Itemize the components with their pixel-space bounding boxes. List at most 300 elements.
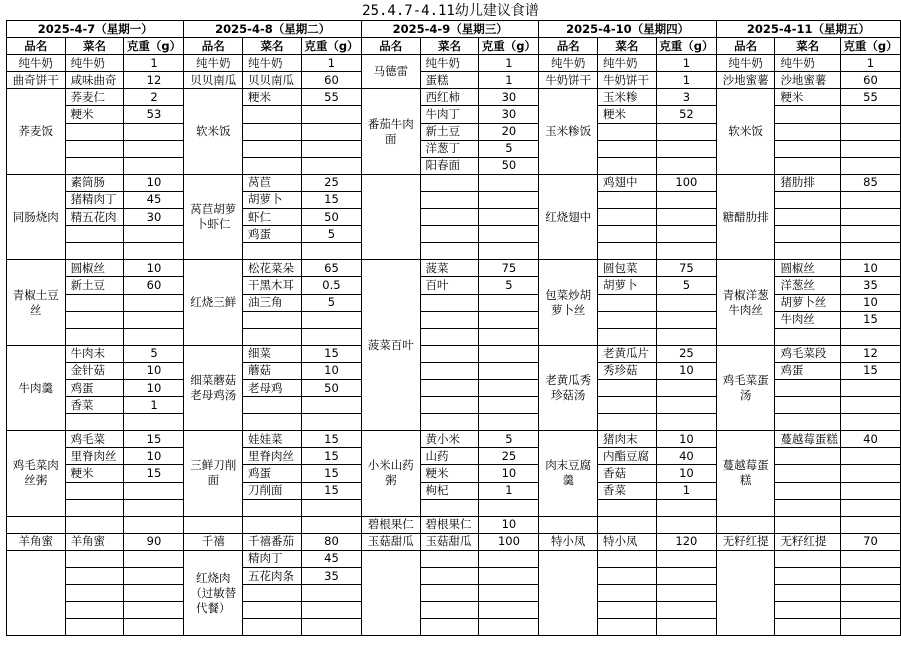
ingredient-name: 蔓越莓蛋糕 <box>775 431 841 448</box>
ingredient-weight <box>301 414 361 431</box>
ingredient-weight <box>656 619 716 636</box>
ingredient-weight: 30 <box>479 106 539 123</box>
ingredient-weight: 1 <box>656 482 716 499</box>
ingredient-name: 圆椒丝 <box>775 260 841 277</box>
ingredient-weight <box>301 106 361 123</box>
ingredient-weight <box>124 550 184 567</box>
ingredient-name <box>243 140 302 157</box>
ingredient-name <box>597 191 656 208</box>
ingredient-weight <box>656 243 716 260</box>
dish-name: 马德雷 <box>361 55 420 89</box>
ingredient-weight <box>656 602 716 619</box>
weight-column-header: 克重（g） <box>479 38 539 55</box>
ingredient-name: 胡萝卜丝 <box>775 294 841 311</box>
ingredient-name <box>597 516 656 533</box>
ingredient-weight <box>301 123 361 140</box>
ingredient-weight: 10 <box>124 448 184 465</box>
ingredient-weight <box>124 311 184 328</box>
ingredient-weight: 1 <box>124 397 184 414</box>
dish-name: 玉菇甜瓜 <box>361 533 420 550</box>
dish-column-header: 品名 <box>539 38 598 55</box>
ingredient-weight <box>840 550 900 567</box>
dish-name: 青椒土豆丝 <box>7 260 66 345</box>
date-row <box>7 21 901 38</box>
ingredient-weight <box>479 568 539 585</box>
ingredient-weight: 100 <box>656 174 716 191</box>
ingredient-weight <box>301 140 361 157</box>
ingredient-name: 粳米 <box>65 465 124 482</box>
ingredient-weight <box>840 123 900 140</box>
ingredient-weight: 10 <box>656 362 716 379</box>
dish-name: 鸡毛菜蛋汤 <box>716 345 775 430</box>
ingredient-weight <box>840 585 900 602</box>
ingredient-weight: 10 <box>840 260 900 277</box>
ingredient-weight <box>840 379 900 396</box>
ingredient-name: 羊角蜜 <box>65 533 124 550</box>
ingredient-weight <box>840 328 900 345</box>
ingredient-weight: 55 <box>840 89 900 106</box>
ingredient-weight: 1 <box>301 55 361 72</box>
ingredient-name <box>597 619 656 636</box>
ingredient-weight: 10 <box>124 379 184 396</box>
ingredient-name <box>420 226 479 243</box>
ingredient-weight <box>840 568 900 585</box>
ingredient-weight <box>656 499 716 516</box>
ingredient-name <box>775 499 841 516</box>
ingredient-weight <box>840 397 900 414</box>
ingredient-name <box>775 209 841 226</box>
ingredient-weight <box>656 294 716 311</box>
ingredient-weight: 10 <box>479 516 539 533</box>
ingredient-name: 素筒肠 <box>65 174 124 191</box>
ingredient-name: 纯牛奶 <box>597 55 656 72</box>
dish-name: 细菜蘑菇老母鸡汤 <box>184 345 243 430</box>
ingredient-weight: 40 <box>656 448 716 465</box>
dish-name: 小米山药粥 <box>361 431 420 516</box>
ingredient-weight <box>124 568 184 585</box>
ingredient-weight <box>479 191 539 208</box>
ingredient-name: 猪肉末 <box>597 431 656 448</box>
ingredient-weight: 35 <box>840 277 900 294</box>
ingredient-weight <box>656 516 716 533</box>
ingredient-weight: 20 <box>479 123 539 140</box>
ingredient-name: 沙地蜜薯 <box>775 72 841 89</box>
ingredient-name: 牛肉末 <box>65 345 124 362</box>
table-row <box>7 431 901 448</box>
ingredient-weight <box>656 328 716 345</box>
dish-name: 纯牛奶 <box>7 55 66 72</box>
ingredient-weight <box>656 140 716 157</box>
table-row <box>7 550 901 567</box>
ingredient-weight <box>124 619 184 636</box>
ingredient-name: 纯牛奶 <box>775 55 841 72</box>
ingredient-name: 圆椒丝 <box>65 260 124 277</box>
ingredient-name <box>420 379 479 396</box>
ingredient-name <box>420 602 479 619</box>
day-date-header: 2025-4-7（星期一） <box>7 21 184 38</box>
ingredient-column-header: 菜名 <box>775 38 841 55</box>
ingredient-weight: 5 <box>479 431 539 448</box>
ingredient-name: 蛋糕 <box>420 72 479 89</box>
ingredient-name: 胡萝卜 <box>597 277 656 294</box>
ingredient-name <box>420 328 479 345</box>
ingredient-name <box>597 243 656 260</box>
ingredient-weight <box>656 568 716 585</box>
day-date-header: 2025-4-9（星期三） <box>361 21 538 38</box>
ingredient-weight <box>301 585 361 602</box>
ingredient-weight <box>479 209 539 226</box>
ingredient-name: 玉菇甜瓜 <box>420 533 479 550</box>
weight-column-header: 克重（g） <box>840 38 900 55</box>
ingredient-name: 娃娃菜 <box>243 431 302 448</box>
ingredient-name <box>65 516 124 533</box>
dish-name: 包菜炒胡萝卜丝 <box>539 260 598 345</box>
ingredient-name: 山药 <box>420 448 479 465</box>
dish-name: 玉米糁饭 <box>539 89 598 174</box>
dish-name: 羊角蜜 <box>7 533 66 550</box>
ingredient-weight: 60 <box>124 277 184 294</box>
ingredient-weight: 10 <box>124 260 184 277</box>
ingredient-name: 鸡翅中 <box>597 174 656 191</box>
ingredient-weight: 10 <box>124 174 184 191</box>
ingredient-weight <box>301 499 361 516</box>
ingredient-weight: 5 <box>301 294 361 311</box>
ingredient-weight <box>656 157 716 174</box>
ingredient-name: 西红柿 <box>420 89 479 106</box>
ingredient-weight <box>840 191 900 208</box>
ingredient-weight: 0.5 <box>301 277 361 294</box>
ingredient-name: 枸杞 <box>420 482 479 499</box>
ingredient-name <box>775 465 841 482</box>
ingredient-weight <box>479 243 539 260</box>
ingredient-name <box>65 585 124 602</box>
ingredient-weight: 1 <box>840 55 900 72</box>
ingredient-weight <box>479 397 539 414</box>
ingredient-weight: 15 <box>840 311 900 328</box>
ingredient-name <box>420 345 479 362</box>
ingredient-weight <box>840 209 900 226</box>
ingredient-name <box>597 602 656 619</box>
ingredient-name: 黄小米 <box>420 431 479 448</box>
ingredient-weight: 60 <box>840 72 900 89</box>
ingredient-name <box>65 602 124 619</box>
ingredient-name: 菠菜 <box>420 260 479 277</box>
ingredient-weight: 25 <box>301 174 361 191</box>
ingredient-name: 无籽红提 <box>775 533 841 550</box>
ingredient-weight <box>656 585 716 602</box>
ingredient-weight: 5 <box>479 140 539 157</box>
ingredient-weight <box>479 379 539 396</box>
ingredient-name: 猪精肉丁 <box>65 191 124 208</box>
ingredient-weight <box>124 140 184 157</box>
ingredient-name: 细菜 <box>243 345 302 362</box>
weight-column-header: 克重（g） <box>656 38 716 55</box>
ingredient-weight: 15 <box>301 448 361 465</box>
ingredient-weight: 53 <box>124 106 184 123</box>
ingredient-weight: 75 <box>656 260 716 277</box>
ingredient-name: 粳米 <box>775 89 841 106</box>
ingredient-name: 粳米 <box>65 106 124 123</box>
ingredient-name <box>243 243 302 260</box>
ingredient-name <box>243 499 302 516</box>
dish-name: 软米饭 <box>184 89 243 174</box>
ingredient-weight: 1 <box>479 72 539 89</box>
ingredient-weight <box>479 226 539 243</box>
ingredient-weight: 15 <box>301 465 361 482</box>
ingredient-name: 松花菜朵 <box>243 260 302 277</box>
ingredient-name: 里脊肉丝 <box>65 448 124 465</box>
ingredient-name <box>243 397 302 414</box>
dish-name: 千禧 <box>184 533 243 550</box>
ingredient-name <box>775 397 841 414</box>
menu-table <box>6 20 901 636</box>
ingredient-weight <box>840 140 900 157</box>
ingredient-name <box>775 550 841 567</box>
ingredient-weight: 45 <box>124 191 184 208</box>
ingredient-name <box>597 568 656 585</box>
dish-name <box>7 550 66 635</box>
ingredient-name <box>420 550 479 567</box>
ingredient-weight <box>479 311 539 328</box>
ingredient-name <box>597 585 656 602</box>
ingredient-weight <box>840 602 900 619</box>
ingredient-weight: 50 <box>479 157 539 174</box>
ingredient-name <box>775 448 841 465</box>
ingredient-name: 刀削面 <box>243 482 302 499</box>
ingredient-weight <box>301 243 361 260</box>
ingredient-name: 虾仁 <box>243 209 302 226</box>
ingredient-weight <box>840 414 900 431</box>
dish-name: 纯牛奶 <box>184 55 243 72</box>
ingredient-name <box>775 585 841 602</box>
ingredient-name: 鸡毛菜 <box>65 431 124 448</box>
ingredient-name <box>65 482 124 499</box>
ingredient-name: 咸味曲奇 <box>65 72 124 89</box>
ingredient-weight <box>840 106 900 123</box>
dish-name: 红烧翅中 <box>539 174 598 259</box>
ingredient-name <box>65 414 124 431</box>
ingredient-weight <box>656 123 716 140</box>
ingredient-name: 精肉丁 <box>243 550 302 567</box>
ingredient-weight: 10 <box>479 465 539 482</box>
ingredient-name: 千禧番茄 <box>243 533 302 550</box>
ingredient-weight: 80 <box>301 533 361 550</box>
dish-name: 牛奶饼干 <box>539 72 598 89</box>
dish-column-header: 品名 <box>184 38 243 55</box>
ingredient-weight: 12 <box>840 345 900 362</box>
ingredient-weight: 50 <box>301 379 361 396</box>
ingredient-weight: 35 <box>301 568 361 585</box>
ingredient-name <box>243 516 302 533</box>
ingredient-weight <box>124 123 184 140</box>
ingredient-name <box>420 414 479 431</box>
dish-name: 红烧三鲜 <box>184 260 243 345</box>
ingredient-name: 金针菇 <box>65 362 124 379</box>
ingredient-weight: 40 <box>840 431 900 448</box>
ingredient-weight: 15 <box>124 465 184 482</box>
ingredient-name <box>597 140 656 157</box>
page-title: 25.4.7-4.11幼儿建议食谱 <box>362 3 539 19</box>
ingredient-name: 鸡蛋 <box>243 465 302 482</box>
ingredient-weight: 1 <box>479 482 539 499</box>
dish-column-header: 品名 <box>361 38 420 55</box>
dish-name: 糖醋肋排 <box>716 174 775 259</box>
ingredient-weight <box>656 191 716 208</box>
ingredient-name: 粳米 <box>420 465 479 482</box>
ingredient-name: 牛奶饼干 <box>597 72 656 89</box>
ingredient-name <box>597 379 656 396</box>
ingredient-name: 洋葱丝 <box>775 277 841 294</box>
ingredient-name <box>243 585 302 602</box>
ingredient-weight <box>479 362 539 379</box>
ingredient-name: 香菜 <box>597 482 656 499</box>
weight-column-header: 克重（g） <box>124 38 184 55</box>
ingredient-name <box>597 550 656 567</box>
ingredient-name <box>65 294 124 311</box>
ingredient-weight: 60 <box>301 72 361 89</box>
ingredient-name <box>420 499 479 516</box>
ingredient-name <box>65 226 124 243</box>
table-row <box>7 89 901 106</box>
dish-name: 沙地蜜薯 <box>716 72 775 89</box>
ingredient-weight <box>301 311 361 328</box>
dish-name: 软米饭 <box>716 89 775 174</box>
ingredient-name <box>775 123 841 140</box>
ingredient-name: 油三角 <box>243 294 302 311</box>
ingredient-weight <box>840 157 900 174</box>
ingredient-weight <box>301 157 361 174</box>
ingredient-weight <box>479 602 539 619</box>
table-row <box>7 55 901 72</box>
ingredient-weight: 100 <box>479 533 539 550</box>
ingredient-weight <box>124 516 184 533</box>
ingredient-name: 粳米 <box>243 89 302 106</box>
ingredient-weight <box>656 209 716 226</box>
ingredient-name <box>597 294 656 311</box>
ingredient-name: 鸡蛋 <box>775 362 841 379</box>
ingredient-name <box>420 585 479 602</box>
ingredient-name: 内酯豆腐 <box>597 448 656 465</box>
ingredient-name: 蘑菇 <box>243 362 302 379</box>
dish-name: 特小凤 <box>539 533 598 550</box>
ingredient-weight <box>301 397 361 414</box>
ingredient-name <box>420 209 479 226</box>
ingredient-weight <box>840 516 900 533</box>
ingredient-name <box>775 414 841 431</box>
ingredient-name <box>775 106 841 123</box>
ingredient-name <box>775 379 841 396</box>
ingredient-weight: 15 <box>301 482 361 499</box>
dish-name <box>184 516 243 533</box>
table-row <box>7 260 901 277</box>
ingredient-weight: 15 <box>301 191 361 208</box>
ingredient-weight <box>479 619 539 636</box>
ingredient-weight <box>840 243 900 260</box>
ingredient-weight: 5 <box>479 277 539 294</box>
dish-name: 肉末豆腐羹 <box>539 431 598 516</box>
ingredient-name: 特小凤 <box>597 533 656 550</box>
ingredient-name: 五花肉条 <box>243 568 302 585</box>
ingredient-name <box>775 157 841 174</box>
ingredient-name <box>65 499 124 516</box>
ingredient-weight: 10 <box>124 362 184 379</box>
ingredient-weight <box>840 619 900 636</box>
ingredient-name: 圆包菜 <box>597 260 656 277</box>
ingredient-weight: 10 <box>840 294 900 311</box>
ingredient-name: 老母鸡 <box>243 379 302 396</box>
ingredient-name <box>597 499 656 516</box>
dish-name: 鸡毛菜肉丝粥 <box>7 431 66 516</box>
ingredient-name: 莴苣 <box>243 174 302 191</box>
ingredient-weight: 65 <box>301 260 361 277</box>
dish-name: 同肠烧肉 <box>7 174 66 259</box>
ingredient-name <box>775 568 841 585</box>
ingredient-name <box>597 397 656 414</box>
ingredient-weight <box>124 499 184 516</box>
ingredient-name <box>243 106 302 123</box>
table-row <box>7 516 901 533</box>
ingredient-weight: 52 <box>656 106 716 123</box>
ingredient-name <box>243 123 302 140</box>
ingredient-name <box>775 328 841 345</box>
dish-name: 蔓越莓蛋糕 <box>716 431 775 516</box>
ingredient-name: 牛肉丝 <box>775 311 841 328</box>
ingredient-name <box>775 140 841 157</box>
ingredient-weight <box>124 482 184 499</box>
ingredient-weight <box>124 294 184 311</box>
ingredient-weight <box>840 465 900 482</box>
ingredient-name: 纯牛奶 <box>243 55 302 72</box>
ingredient-weight: 10 <box>656 465 716 482</box>
ingredient-name: 阳春面 <box>420 157 479 174</box>
ingredient-weight: 15 <box>124 431 184 448</box>
dish-name: 无籽红提 <box>716 533 775 550</box>
ingredient-weight <box>479 174 539 191</box>
ingredient-name: 猪肋排 <box>775 174 841 191</box>
dish-column-header: 品名 <box>716 38 775 55</box>
ingredient-weight: 1 <box>656 72 716 89</box>
ingredient-weight <box>656 311 716 328</box>
ingredient-name: 鸡蛋 <box>65 379 124 396</box>
ingredient-name <box>243 619 302 636</box>
ingredient-name: 鸡蛋 <box>243 226 302 243</box>
ingredient-name: 新土豆 <box>420 123 479 140</box>
dish-name <box>7 516 66 533</box>
ingredient-weight: 1 <box>124 55 184 72</box>
ingredient-weight: 50 <box>301 209 361 226</box>
ingredient-weight: 70 <box>840 533 900 550</box>
ingredient-weight: 3 <box>656 89 716 106</box>
dish-name <box>361 550 420 635</box>
ingredient-weight: 5 <box>656 277 716 294</box>
dish-name: 青椒洋葱牛肉丝 <box>716 260 775 345</box>
ingredient-name <box>65 568 124 585</box>
dish-name: 莴苣胡萝卜虾仁 <box>184 174 243 259</box>
ingredient-name: 纯牛奶 <box>65 55 124 72</box>
ingredient-weight <box>479 294 539 311</box>
ingredient-weight <box>840 448 900 465</box>
dish-name: 碧根果仁 <box>361 516 420 533</box>
ingredient-weight: 15 <box>840 362 900 379</box>
ingredient-weight <box>301 328 361 345</box>
ingredient-weight <box>479 585 539 602</box>
ingredient-weight: 45 <box>301 550 361 567</box>
ingredient-name <box>420 397 479 414</box>
ingredient-name <box>420 311 479 328</box>
ingredient-weight: 120 <box>656 533 716 550</box>
ingredient-weight <box>301 619 361 636</box>
ingredient-weight: 10 <box>301 362 361 379</box>
